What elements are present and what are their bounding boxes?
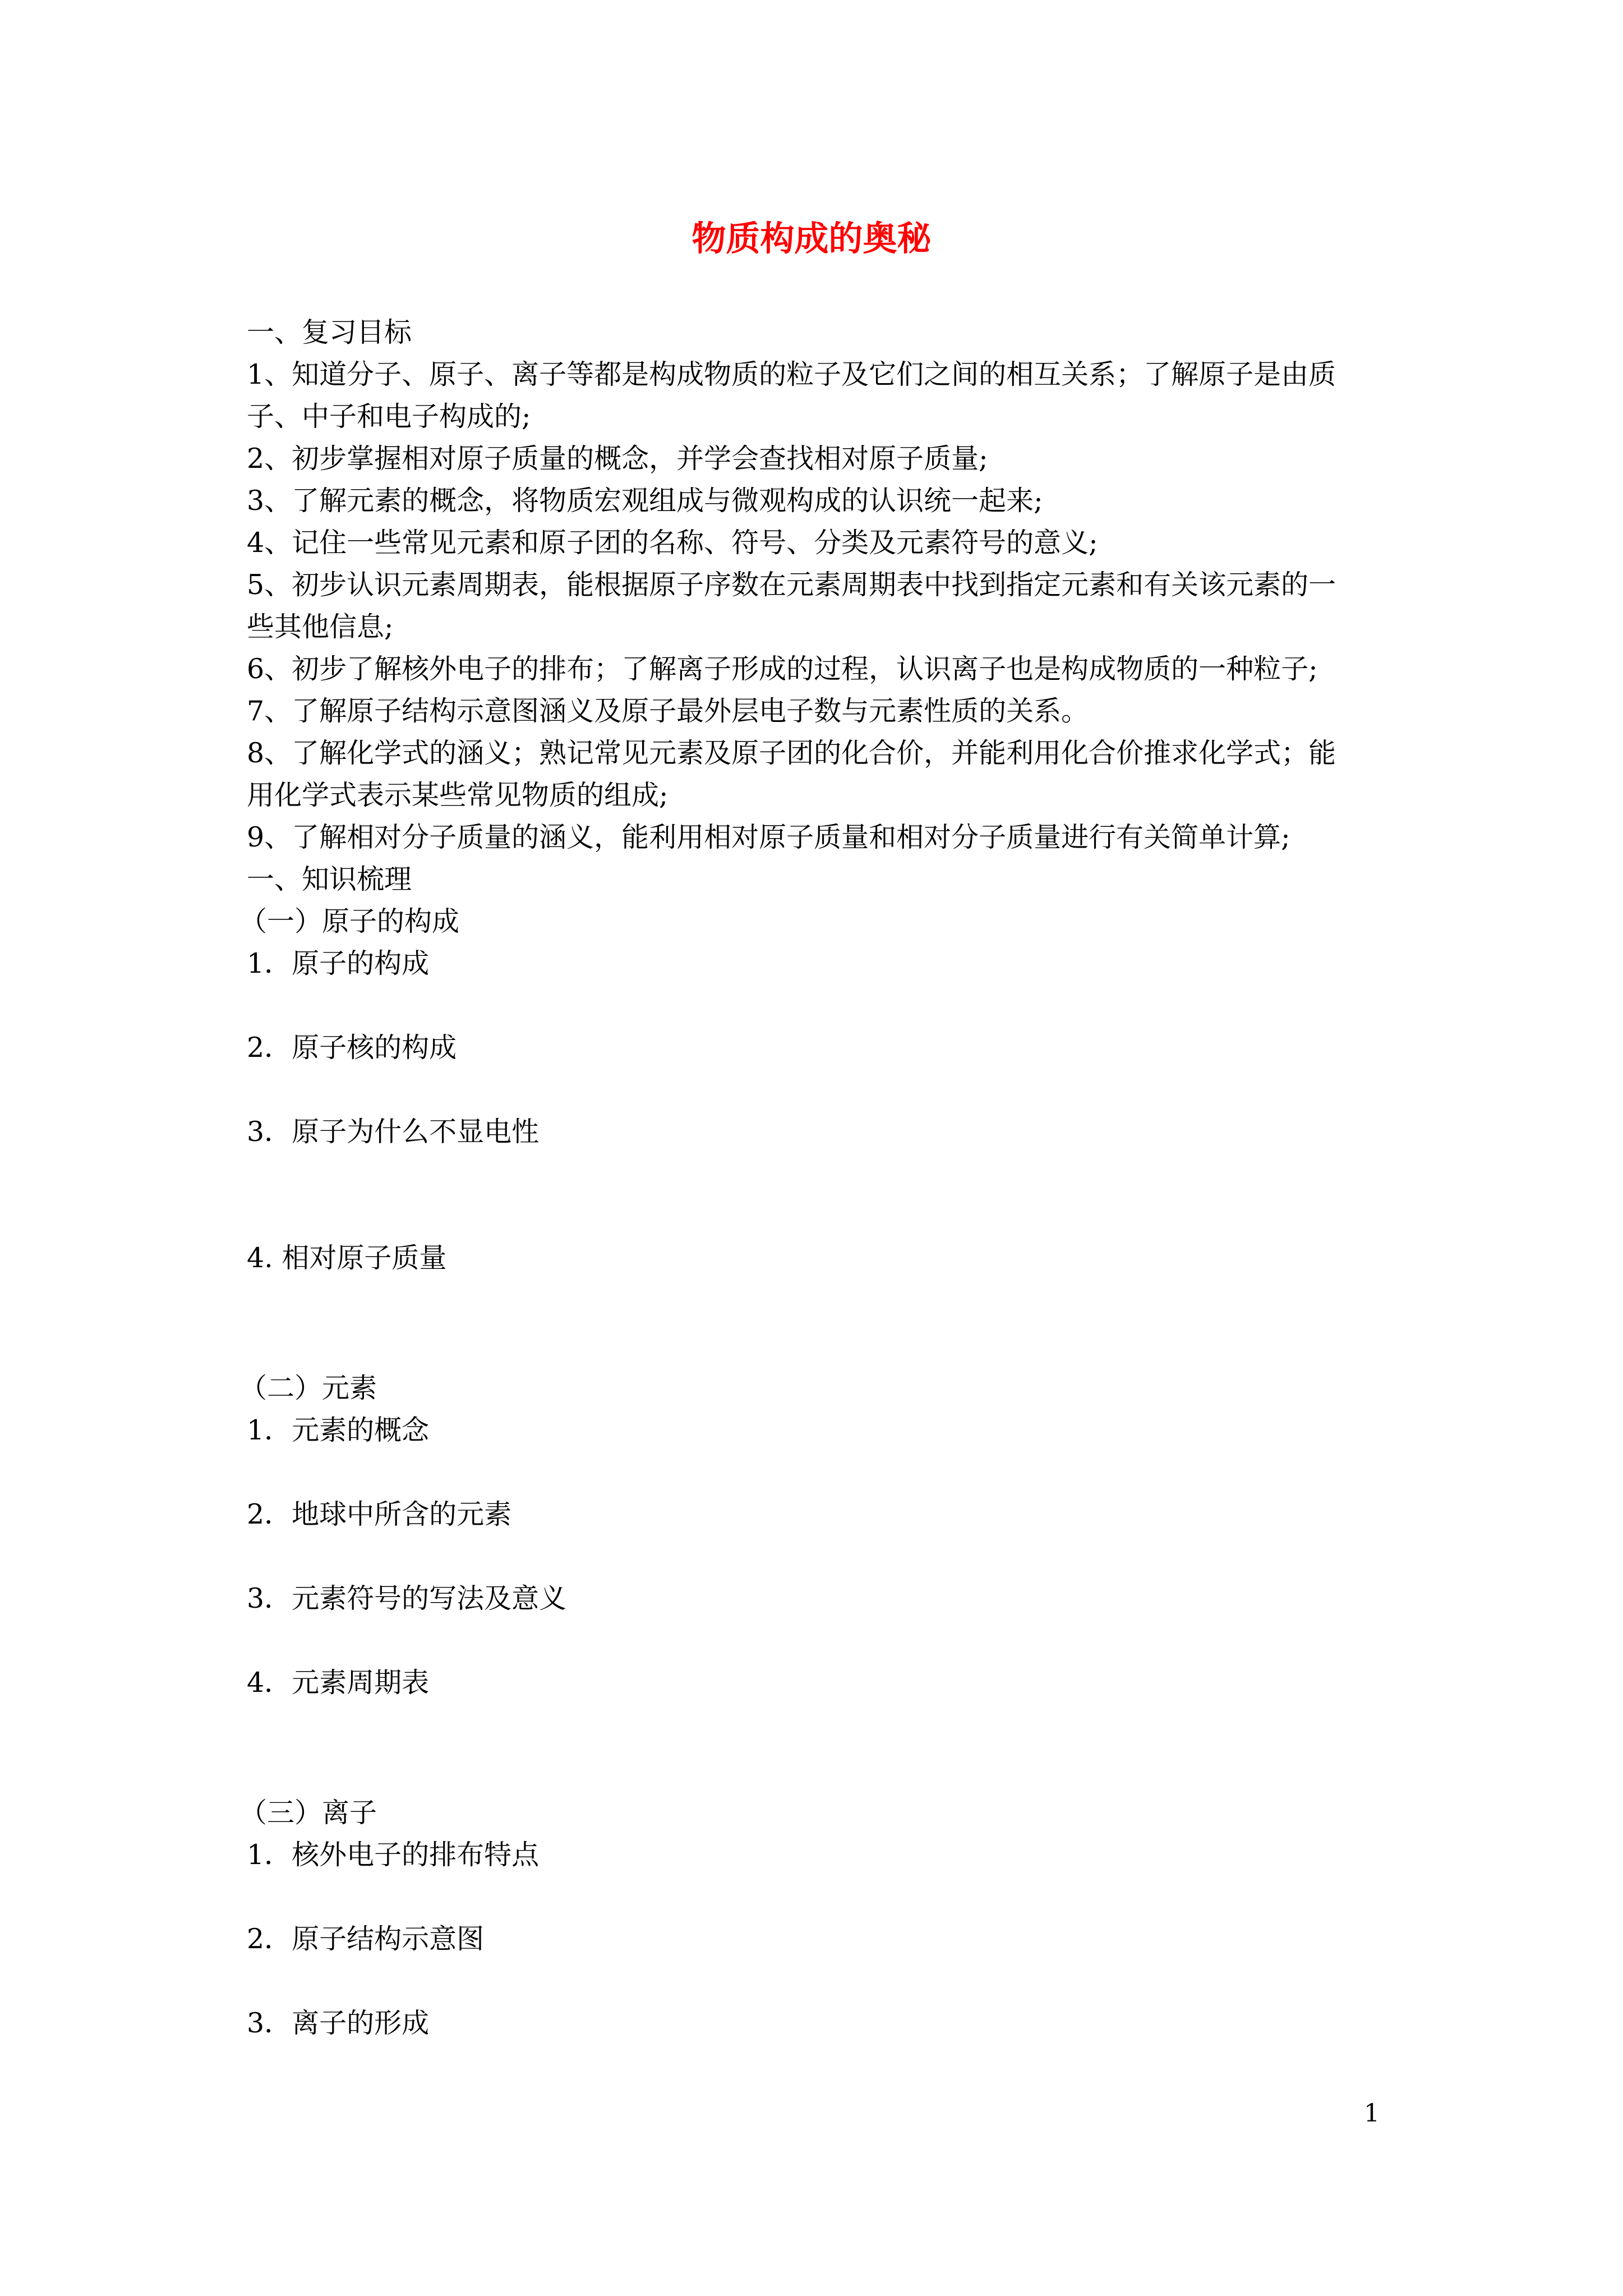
goal-3: 3、了解元素的概念，将物质宏观组成与微观构成的认识统一起来; xyxy=(247,485,1043,517)
goal-2: 2、初步掌握相对原子质量的概念，并学会查找相对原子质量; xyxy=(247,443,988,475)
item-nucleus-composition: 2．原子核的构成 xyxy=(247,1032,457,1064)
item-periodic-table: 4．元素周期表 xyxy=(247,1667,430,1699)
goal-8-line-1: 8、了解化学式的涵义；熟记常见元素及原子团的化合价，并能利用化合价推求化学式；能 xyxy=(247,737,1336,769)
goal-8-line-2: 用化学式表示某些常见物质的组成; xyxy=(247,779,668,811)
goal-5-line-1: 5、初步认识元素周期表，能根据原子序数在元素周期表中找到指定元素和有关该元素的一 xyxy=(247,569,1336,601)
goal-4: 4、记住一些常见元素和原子团的名称、符号、分类及元素符号的意义; xyxy=(247,527,1098,559)
item-earth-elements: 2．地球中所含的元素 xyxy=(247,1498,512,1530)
goal-6: 6、初步了解核外电子的排布；了解离子形成的过程，认识离子也是构成物质的一种粒子; xyxy=(247,653,1318,685)
item-atom-neutral: 3．原子为什么不显电性 xyxy=(247,1116,540,1148)
item-relative-atomic-mass: 4. 相对原子质量 xyxy=(247,1242,447,1274)
item-atom-structure-diagram: 2．原子结构示意图 xyxy=(247,1923,485,1955)
page-number: 1 xyxy=(1364,2099,1380,2128)
section-heading-knowledge: 一、知识梳理 xyxy=(247,863,412,895)
goal-1-line-2: 子、中子和电子构成的; xyxy=(247,401,531,432)
section-heading-review-goals: 一、复习目标 xyxy=(247,316,412,348)
goal-5-line-2: 些其他信息; xyxy=(247,611,394,643)
goal-1-line-1: 1、知道分子、原子、离子等都是构成物质的粒子及它们之间的相互关系；了解原子是由质 xyxy=(247,358,1336,390)
item-element-symbols: 3．元素符号的写法及意义 xyxy=(247,1582,567,1614)
item-electron-arrangement: 1．核外电子的排布特点 xyxy=(247,1839,540,1871)
subsection-elements: （二）元素 xyxy=(239,1372,377,1404)
document-title: 物质构成的奥秘 xyxy=(691,219,932,259)
item-ion-formation: 3．离子的形成 xyxy=(247,2007,430,2039)
goal-7: 7、了解原子结构示意图涵义及原子最外层电子数与元素性质的关系。 xyxy=(247,695,1089,727)
goal-9: 9、了解相对分子质量的涵义，能利用相对原子质量和相对分子质量进行有关简单计算; xyxy=(247,821,1290,853)
item-atom-composition: 1．原子的构成 xyxy=(247,947,430,979)
subsection-ions: （三）离子 xyxy=(239,1797,377,1829)
subsection-atom-structure: （一）原子的构成 xyxy=(239,905,460,937)
item-element-concept: 1．元素的概念 xyxy=(247,1414,430,1446)
